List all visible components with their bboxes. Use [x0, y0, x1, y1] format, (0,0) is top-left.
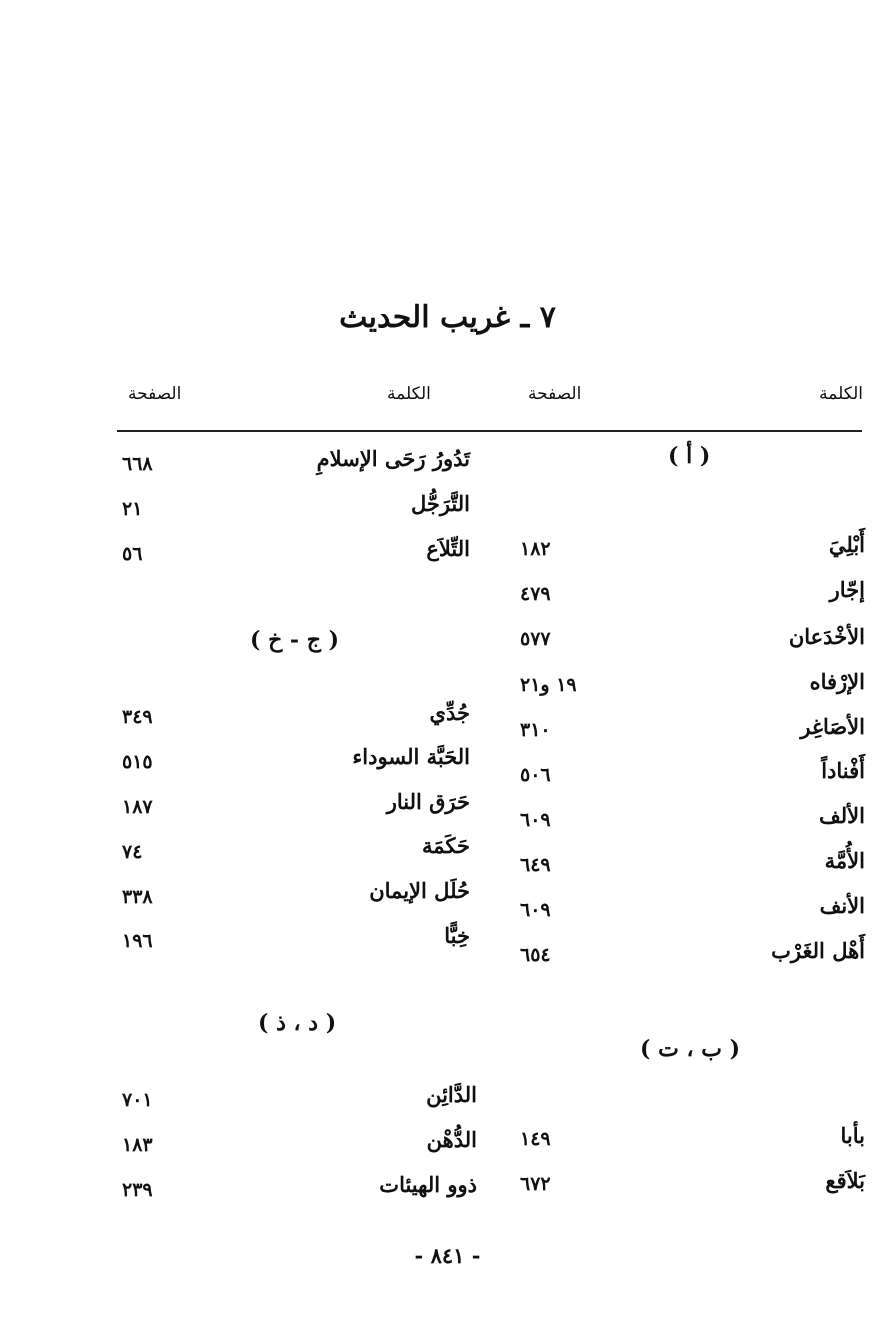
index-word: التِّلاَع	[426, 536, 470, 561]
page-number: ١٩٦	[122, 930, 153, 952]
page-number: ٦٤٩	[520, 854, 551, 876]
index-word: بَلاَقع	[825, 1168, 865, 1193]
index-word: إجّار	[829, 577, 865, 602]
page-footer-number: - ٨٤١ -	[414, 1243, 481, 1268]
page-number: ٦٠٩	[520, 899, 551, 921]
page-number: ٣٤٩	[122, 706, 153, 728]
section-heading: ( د ، ذ )	[258, 1010, 337, 1036]
index-word: الأصَاغِر	[800, 714, 865, 739]
header-right-word: الكلمة	[819, 384, 863, 404]
page-number: ١٩ و٢١	[520, 674, 577, 696]
header-left-word: الكلمة	[387, 384, 431, 404]
index-word: الدَّائِن	[426, 1082, 477, 1107]
page-number: ٣١٠	[520, 719, 551, 741]
page-number: ٥٧٧	[520, 628, 551, 650]
index-word: أَبْلِيَ	[828, 532, 865, 557]
index-word: حَكَمَة	[422, 833, 470, 858]
page-number: ١٨٧	[122, 796, 153, 818]
page-number: ٧٠١	[122, 1089, 153, 1111]
index-word: بأبا	[840, 1123, 865, 1148]
index-word: أَفْناداً	[821, 758, 865, 783]
index-word: التَّرَجُّل	[410, 491, 470, 516]
page-number: ٤٧٩	[520, 583, 551, 605]
index-word: تَدُورُ رَحَى الإسلامِ	[316, 446, 470, 471]
index-word: جُدِّي	[429, 700, 470, 725]
page-title: ٧ ـ غريب الحديث	[339, 300, 556, 335]
index-word: أَهْل الغَرْب	[771, 938, 865, 963]
index-word: الإرْفاه	[809, 669, 865, 694]
index-word: ذوو الهيئات	[379, 1172, 477, 1197]
page-number: ٧٤	[122, 841, 143, 863]
section-heading: ( أ )	[668, 443, 711, 469]
index-word: خِبًّا	[444, 923, 470, 948]
page-number: ٦٦٨	[122, 453, 153, 475]
page-number: ٢٣٩	[122, 1179, 153, 1201]
page-number: ٥٦	[122, 543, 143, 565]
page-number: ١٨٣	[122, 1134, 153, 1156]
header-right-page: الصفحة	[528, 384, 582, 404]
index-word: الألف	[819, 803, 865, 828]
section-heading: ( ج - خ )	[250, 627, 339, 653]
page-number: ٦٠٩	[520, 809, 551, 831]
page-number: ٥١٥	[122, 751, 153, 773]
index-word: الأُمَّة	[824, 848, 865, 873]
page-number: ٦٥٤	[520, 944, 551, 966]
index-word: الأنف	[819, 893, 865, 918]
page-number: ٥٠٦	[520, 764, 551, 786]
header-left-page: الصفحة	[128, 384, 182, 404]
page-number: ١٨٢	[520, 538, 551, 560]
index-word: الأخْدَعان	[788, 624, 865, 649]
index-word: الدُّهْن	[426, 1127, 477, 1152]
section-heading: ( ب ، ت )	[640, 1036, 740, 1062]
index-word: الحَبَّة السوداء	[352, 744, 470, 769]
header-divider	[117, 430, 862, 432]
index-word: حَرَق النار	[386, 789, 470, 814]
index-word: حُلَل الإيمان	[369, 878, 470, 903]
page-number: ٣٣٨	[122, 886, 153, 908]
page-number: ٦٧٢	[520, 1173, 551, 1195]
page-number: ٢١	[122, 498, 143, 520]
page-number: ١٤٩	[520, 1128, 551, 1150]
